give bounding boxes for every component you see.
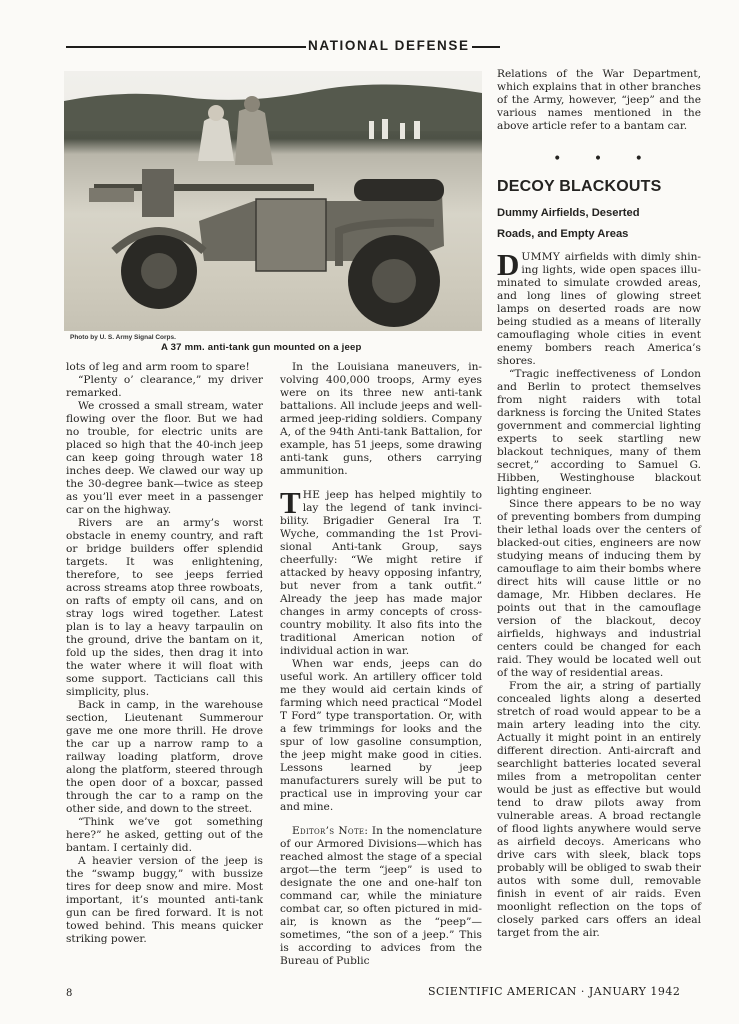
column-1 [66,361,263,946]
dropcap-smallcaps: HE [302,489,321,501]
section-separator: • • • [553,151,657,167]
dropcap-text: airfields with dimly shining lights, wide open spaces illuminated to simulate crowded areas, and long lines of glowing street lamps on deserted roads are now being studied as a means of literally camouflaging whole cities in event enemy bombers reach America’s shores. [497,251,701,367]
article-title: DECOY BLACKOUTS [497,178,662,195]
editors-note-label: Editor’s Note: [292,825,369,837]
paragraph: We crossed a small stream, water flowing over the floor. But we had no trouble, for electric units are placed so high that the 40-inch jeep can keep going through water 18 inches deep. We clawed our way up the 30-degree bank—twice as steep as you’ll ever meet in a passenger car on the highway. [66,400,263,516]
dropcap-paragraph [497,247,701,368]
paragraph: Back in camp, in the warehouse section, Lieutenant Summerour gave me one more thrill. He drove the car up a narrow ramp to a railway loading platform, drove along the platform, steered through the open door of a boxcar, passed through the car to a ramp on the other side, and down to the street. [66,699,263,815]
paragraph: In the Louisiana maneuvers, involving 400,000 troops, Army eyes were on its three new anti-tank battalions. All include jeeps and well-armed jeep-riding soldiers. Company A, of the 94th Anti-tank Battalion, for example, has 51 jeeps, some drawing anti-tank guns, others carrying ammunition. [280,361,482,477]
paragraph: “Think we’ve got something here?” he asked, getting out of the bantam. I certainly did. [66,816,263,854]
dropcap-text: jeep has helped mightily to lay the legend of tank invincibility. Brigadier General Ira T. Wyche, commanding the 1st Provisional Anti-tank Group, says cheerfully: “We might retire if attacked by heavy opposing infantry, but never from a tank outfit.” Already the jeep has made major changes in army concepts of cross-country mobility. It also fits into the traditional American notion of individual action in war. [280,489,482,657]
jeep-photo [64,71,482,331]
paragraph: lots of leg and arm room to spare! [66,361,250,373]
publication-footer: SCIENTIFIC AMERICAN · JANUARY 1942 [428,985,681,998]
continuation-paragraph: Relations of the War Department, which explains that in other branches of the Army, however, “jeep” and the various names mentioned in the above article refer to a bantam car. [497,68,701,132]
jeep-illustration [64,71,482,331]
editors-note [280,825,482,968]
dropcap-paragraph [280,485,482,658]
paragraph: A heavier version of the jeep is the “swamp buggy,” with bussize tires for deep snow and mire. Most important, it’s mounted anti-tank gun can be fired forward. It is not towed behind. This means quicker striking power. [66,855,263,945]
paragraph: Rivers are an army’s worst obstacle in enemy country, and raft or bridge builders offer splendid targets. It was enlightening, therefore, to see jeeps ferried across streams atop three rowboats, on rafts of empty oil cans, and on stray logs wired together. Latest plan is to lay a heavy tarpaulin on the ground, drive the bantam on it, fold up the sides, then drag it into the water where it will float with some support. Tacticians call this simplicity, plus. [66,517,263,698]
paragraph: “Tragic ineffectiveness of London and Berlin to protect themselves from night raiders with total darkness is forcing the United States government and commercial lighting experts to seek startling new blackout techniques, many of them secret,” according to Samuel G. Hibben, Westinghouse blackout lighting engineer. [497,368,701,497]
page-number: 8 [66,988,73,999]
section-title: NATIONAL DEFENSE [308,38,470,53]
dropcap-letter: T [280,485,301,520]
paragraph: “Plenty o’ clearance,” my driver remarked. [66,374,263,399]
paragraph: When war ends, jeeps can do useful work. An artillery officer told me they would aid certain kinds of farming which need practical “Model T Ford” type transportation. Or, with a few trimmings for looks and the spur of low gasoline consumption, the jeep might make good in cities. Lessons learned by jeep manufacturers surely will be put to practical use in improving your car and mine. [280,658,482,813]
photo-caption: A 37 mm. anti-tank gun mounted on a jeep [161,342,362,353]
photo-credit: Photo by U. S. Army Signal Corps. [70,334,176,341]
article-subtitle-line-2: Roads, and Empty Areas [497,228,629,240]
paragraph: Since there appears to be no way of preventing bombers from dumping their lethal loads over the centers of blacked-out cities, engineers are now studying means of inducing them by camouflage to aim their bombs where direct hits will cause little or no damage, Mr. Hibben declares. He points out that in the camouflage version of the blackout, decoy airfields, highways and industrial centers could be changed for each raid. They would be located well out of the way of residential areas. [497,498,701,679]
article-subtitle-line-1: Dummy Airfields, Deserted [497,207,640,219]
dropcap-smallcaps: UMMY [521,251,561,263]
paragraph: From the air, a string of partially concealed lights along a deserted stretch of road would appear to be a main artery leading into the city. Actually it might point in an entirely different direction. Anti-aircraft and searchlight batteries located several miles from a metropolitan center would be just as effective but would tend to draw pilots away from vulnerable areas. A broad rectangle of flood lights anywhere would serve as airfield decoys. Americans who drive cars with sleek, black tops probably will be obliged to swab their autos with some dull, removable finish in event of air raids. Even moonlight reflection on the tops of closely parked cars offers an ideal target from the air. [497,680,701,939]
column-2 [280,361,482,968]
editors-note-text: In the nomenclature of our Armored Divisions—which has reached almost the stage of a special argot—the term “jeep” is used to designate the one and one-half ton command car, while the miniature combat car, so often pictured in mid-air, is known as the “peep”—sometimes, “the son of a jeep.” This is according to advices from the Bureau of Public [280,825,482,967]
dropcap-letter: D [497,247,520,282]
column-3 [497,68,701,940]
